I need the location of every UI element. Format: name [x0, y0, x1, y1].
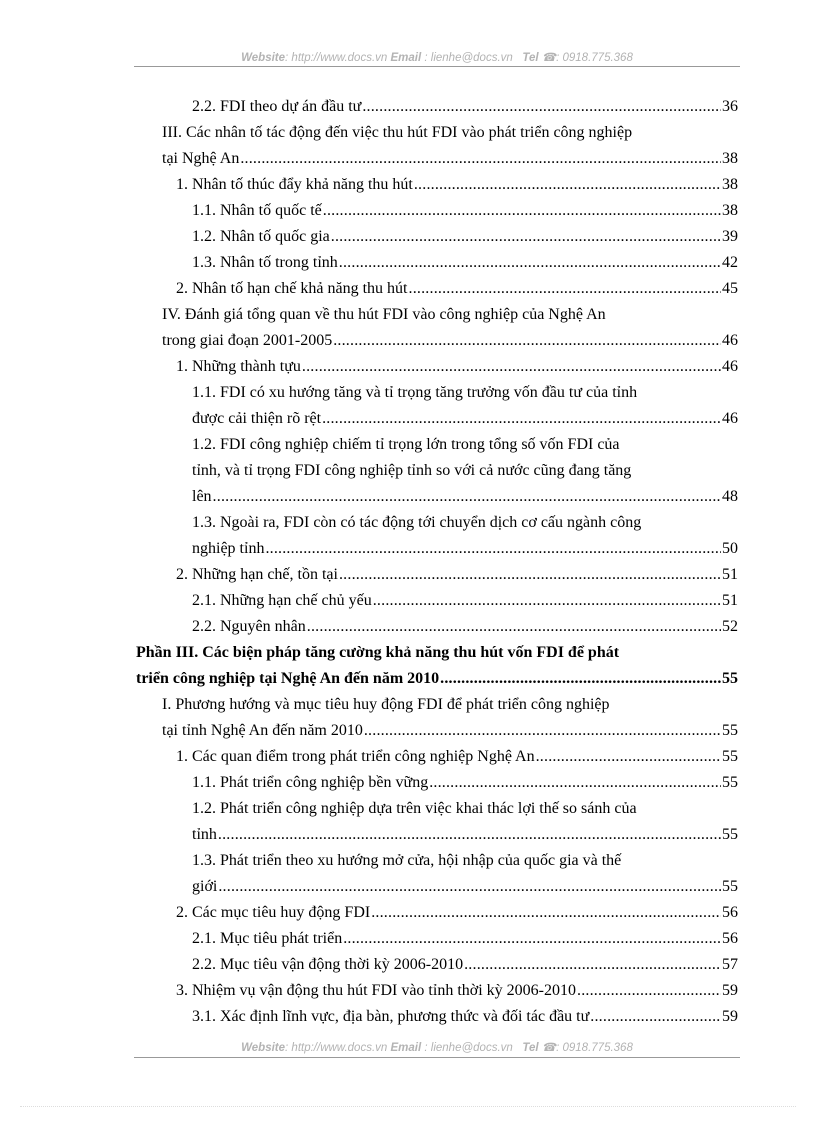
toc-page-number: 51: [722, 592, 738, 609]
toc-entry[interactable]: [176, 562, 738, 588]
toc-entry-line: [176, 900, 738, 926]
toc-entry[interactable]: [192, 432, 738, 510]
toc-page-number: 55: [722, 670, 738, 687]
toc-entry-line: [162, 146, 738, 172]
toc-page-number: 38: [722, 150, 738, 167]
dot-leader: [373, 588, 721, 614]
toc-entry[interactable]: [192, 198, 738, 224]
toc-entry[interactable]: [136, 640, 738, 692]
footer-tel-value: : 0918.775.368: [556, 1042, 633, 1054]
toc-entry-text: IV. Đánh giá tổng quan về thu hút FDI vào công nghiệp của Nghệ An: [162, 306, 606, 323]
toc-page-number: 56: [722, 904, 738, 921]
toc-entry-line: [162, 718, 738, 744]
toc-page-number: 46: [722, 410, 738, 427]
header-website-label: Website: [241, 52, 286, 64]
toc-entry[interactable]: [192, 796, 738, 848]
toc-page-number: 45: [722, 280, 738, 297]
dot-leader: [218, 822, 721, 848]
toc-entry-line: [192, 484, 738, 510]
toc-page-number: 38: [722, 176, 738, 193]
toc-entry-title: 3. Nhiệm vụ vận động thu hút FDI vào tỉnh thời kỳ 2006-2010: [176, 982, 576, 999]
toc-entry[interactable]: [192, 224, 738, 250]
toc-entry-title: 2.1. Mục tiêu phát triển: [192, 930, 343, 947]
toc-page-number: 55: [722, 774, 738, 791]
toc-page-number: 48: [722, 488, 738, 505]
toc-page-number: 36: [722, 98, 738, 115]
toc-page-number: 55: [722, 722, 738, 739]
toc-entry-line: [192, 224, 738, 250]
toc-entry[interactable]: [176, 900, 738, 926]
toc-page-number: 59: [722, 1008, 738, 1025]
toc-entry-title: giới: [192, 878, 218, 895]
toc-entry[interactable]: [176, 276, 738, 302]
toc-entry-title: 2.2. Nguyên nhân: [192, 618, 306, 635]
toc-entry-title: tỉnh: [192, 826, 217, 843]
toc-entry-title: 1. Những thành tựu: [176, 358, 301, 375]
toc-entry-title: 2. Các mục tiêu huy động FDI: [176, 904, 371, 921]
toc-entry-title: 2.2. FDI theo dự án đầu tư: [192, 98, 362, 115]
toc-entry[interactable]: [176, 744, 738, 770]
dot-leader: [464, 952, 721, 978]
footer-website-label: Website: [241, 1042, 286, 1054]
page-edge: [20, 1106, 796, 1107]
toc-entry[interactable]: [176, 172, 738, 198]
toc-entry-line: [176, 276, 738, 302]
table-of-contents: [0, 94, 816, 1030]
toc-entry-line: [192, 250, 738, 276]
dot-leader: [307, 614, 721, 640]
footer-email-value[interactable]: : lienhe@docs.vn: [424, 1042, 513, 1054]
toc-entry-text: 1.2. Phát triển công nghiệp dựa trên việc khai thác lợi thế so sánh của: [192, 800, 637, 817]
toc-entry[interactable]: [162, 120, 738, 172]
dot-leader: [371, 900, 721, 926]
header-email-value[interactable]: : lienhe@docs.vn: [424, 52, 513, 64]
dot-leader: [265, 536, 721, 562]
toc-page-number: 55: [722, 826, 738, 843]
dot-leader: [240, 146, 721, 172]
dot-leader: [323, 198, 721, 224]
toc-entry[interactable]: [162, 302, 738, 354]
toc-entry-text: 1.3. Ngoài ra, FDI còn có tác động tới chuyển dịch cơ cấu ngành công: [192, 514, 642, 531]
toc-page-number: 56: [722, 930, 738, 947]
toc-entry-line: [192, 588, 738, 614]
dot-leader: [414, 172, 721, 198]
toc-entry-title: 1.1. Phát triển công nghiệp bền vững: [192, 774, 429, 791]
toc-entry[interactable]: [192, 250, 738, 276]
toc-page-number: 55: [722, 878, 738, 895]
dot-leader: [339, 562, 721, 588]
toc-entry[interactable]: [192, 94, 738, 120]
toc-entry-text: III. Các nhân tố tác động đến việc thu hút FDI vào phát triển công nghiệp: [162, 124, 633, 141]
toc-entry[interactable]: [192, 848, 738, 900]
toc-entry-line: [192, 536, 738, 562]
toc-entry-title: 1.1. Nhân tố quốc tế: [192, 202, 322, 219]
toc-entry-title: 2. Nhân tố hạn chế khả năng thu hút: [176, 280, 408, 297]
toc-entry-line: [192, 1004, 738, 1030]
toc-entry-title: 1.3. Nhân tố trong tỉnh: [192, 254, 338, 271]
toc-page-number: 52: [722, 618, 738, 635]
footer-email-label: Email: [390, 1042, 422, 1054]
header-email-label: Email: [390, 52, 422, 64]
toc-page-number: 57: [722, 956, 738, 973]
toc-entry[interactable]: [192, 952, 738, 978]
toc-entry-line: [192, 926, 738, 952]
toc-entry[interactable]: [192, 380, 738, 432]
header-tel-label: Tel: [522, 52, 539, 64]
dot-leader: [218, 874, 721, 900]
dot-leader: [339, 250, 721, 276]
toc-entry-title: được cải thiện rõ rệt: [192, 410, 322, 427]
toc-entry[interactable]: [176, 978, 738, 1004]
toc-page-number: 39: [722, 228, 738, 245]
header-tel-value: : 0918.775.368: [556, 52, 633, 64]
toc-entry-line: [192, 198, 738, 224]
toc-entry-text: 1.1. FDI có xu hướng tăng và tỉ trọng tăng trưởng vốn đầu tư của tỉnh: [192, 384, 638, 401]
toc-entry-text: 1.3. Phát triển theo xu hướng mở cửa, hội nhập của quốc gia và thế: [192, 852, 622, 869]
toc-entry-title: 1. Các quan điểm trong phát triển công nghiệp Nghệ An: [176, 748, 535, 765]
dot-leader: [362, 94, 721, 120]
dot-leader: [577, 978, 721, 1004]
toc-entry-line: [176, 978, 738, 1004]
phone-icon: ☎: [541, 1042, 557, 1054]
toc-entry-line: [192, 406, 738, 432]
toc-page-number: 38: [722, 202, 738, 219]
dot-leader: [343, 926, 721, 952]
page-footer: [134, 1040, 740, 1054]
dot-leader: [302, 354, 721, 380]
toc-entry-line: [192, 952, 738, 978]
toc-page-number: 50: [722, 540, 738, 557]
dot-leader: [333, 328, 721, 354]
toc-page-number: 51: [722, 566, 738, 583]
dot-leader: [322, 406, 721, 432]
toc-entry-title: trong giai đoạn 2001-2005: [162, 332, 333, 349]
toc-entry-title: 1.2. Nhân tố quốc gia: [192, 228, 330, 245]
dot-leader: [429, 770, 721, 796]
toc-entry-text: 1.2. FDI công nghiệp chiếm tỉ trọng lớn trong tổng số vốn FDI của: [192, 436, 620, 453]
toc-entry-line: [176, 744, 738, 770]
toc-entry-line: [176, 354, 738, 380]
toc-page-number: 46: [722, 332, 738, 349]
dot-leader: [536, 744, 721, 770]
toc-page-number: 59: [722, 982, 738, 999]
dot-leader: [364, 718, 721, 744]
toc-entry-text: Phần III. Các biện pháp tăng cường khả năng thu hút vốn FDI để phát: [136, 644, 620, 661]
toc-entry-title: triển công nghiệp tại Nghệ An đến năm 2010: [136, 670, 440, 687]
toc-entry-line: [192, 770, 738, 796]
toc-entry[interactable]: [192, 1004, 738, 1030]
toc-entry-title: tại Nghệ An: [162, 150, 240, 167]
toc-entry-title: 3.1. Xác định lĩnh vực, địa bàn, phương thức và đối tác đầu tư: [192, 1008, 590, 1025]
toc-entry-title: tại tỉnh Nghệ An đến năm 2010: [162, 722, 363, 739]
toc-entry-text: I. Phương hướng và mục tiêu huy động FDI để phát triển công nghiệp: [162, 696, 610, 713]
toc-entry-title: 1. Nhân tố thúc đẩy khả năng thu hút: [176, 176, 413, 193]
toc-entry-line: [192, 614, 738, 640]
toc-entry[interactable]: [176, 354, 738, 380]
dot-leader: [213, 484, 721, 510]
phone-icon: ☎: [541, 52, 557, 64]
toc-entry[interactable]: [192, 510, 738, 562]
footer-tel-label: Tel: [522, 1042, 539, 1054]
toc-entry-title: nghiệp tỉnh: [192, 540, 265, 557]
toc-entry-title: 2. Những hạn chế, tồn tại: [176, 566, 338, 583]
toc-page-number: 46: [722, 358, 738, 375]
toc-entry-line: [176, 172, 738, 198]
dot-leader: [409, 276, 722, 302]
toc-entry-line: [192, 94, 738, 120]
toc-entry[interactable]: [192, 614, 738, 640]
toc-entry-line: [136, 666, 738, 692]
dot-leader: [590, 1004, 721, 1030]
header-rule: [134, 66, 740, 67]
toc-entry-line: [192, 874, 738, 900]
toc-entry-title: lên: [192, 488, 212, 505]
toc-entry-line: [162, 328, 738, 354]
toc-entry[interactable]: [192, 588, 738, 614]
footer-website-value[interactable]: : http://www.docs.vn: [285, 1042, 388, 1054]
dot-leader: [331, 224, 721, 250]
toc-page-number: 55: [722, 748, 738, 765]
footer-rule: [134, 1057, 740, 1058]
toc-page-number: 42: [722, 254, 738, 271]
toc-entry-line: [176, 562, 738, 588]
toc-entry-text: tỉnh, và tỉ trọng FDI công nghiệp tỉnh so với cả nước cũng đang tăng: [192, 462, 632, 479]
toc-entry[interactable]: [192, 770, 738, 796]
dot-leader: [440, 666, 721, 692]
toc-entry-title: 2.1. Những hạn chế chủ yếu: [192, 592, 372, 609]
toc-entry-title: 2.2. Mục tiêu vận động thời kỳ 2006-2010: [192, 956, 464, 973]
page-header: [134, 50, 740, 64]
toc-entry[interactable]: [192, 926, 738, 952]
header-website-value[interactable]: : http://www.docs.vn: [285, 52, 388, 64]
toc-entry-line: [192, 822, 738, 848]
toc-entry[interactable]: [162, 692, 738, 744]
